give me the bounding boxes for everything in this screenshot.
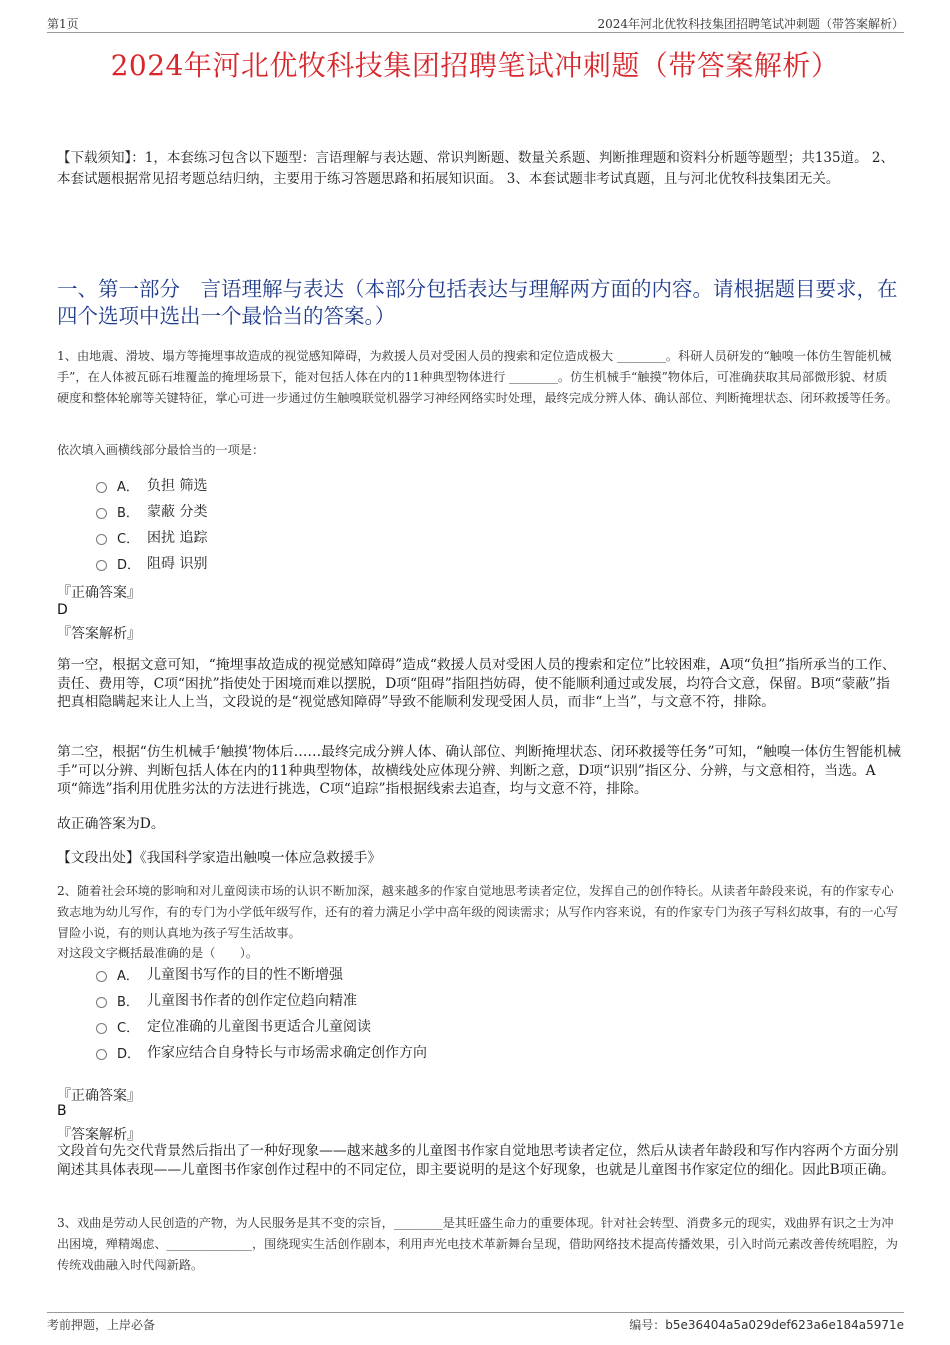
- option-c[interactable]: C． 困扰 追踪: [96, 524, 207, 550]
- section-title: 一、第一部分 言语理解与表达（本部分包括表达与理解两方面的内容。请根据题目要求，在四个选项中选出一个最恰当的答案。）: [57, 277, 898, 328]
- radio-icon[interactable]: [96, 534, 107, 545]
- option-b[interactable]: B． 儿童图书作者的创作定位趋向精准: [96, 987, 427, 1013]
- option-d[interactable]: D． 作家应结合自身特长与市场需求确定创作方向: [96, 1039, 427, 1065]
- page-header: [47, 14, 904, 33]
- correct-answer: D: [57, 602, 68, 618]
- radio-icon[interactable]: [96, 482, 107, 493]
- question-3-stem: 3、戏曲是劳动人民创造的产物，为人民服务是其不变的宗旨，________是其旺盛生命力的重要体现。针对社会转型、消费多元的现实，戏曲界有识之士为冲出困境，殚精竭虑、______________，围绕现实生活创作剧本，利用声光电技术革新舞台呈现，借助网络技术提高传播效果，引入时尚元素改善传统唱腔，为传统戏曲融入时代闯新路。: [57, 1216, 898, 1272]
- question-1-stem: 1、由地震、滑坡、塌方等掩埋事故造成的视觉感知障碍，为救援人员对受困人员的搜索和定位造成极大 ________。科研人员研发的“触嗅一体仿生智能机械手”，在人体被瓦砾石堆覆盖的掩埋场景下，能对包括人体在内的11种典型物体进行 ________。仿生机械手“触摸”物体后，可准确获取其局部微形貌、材质硬度和整体轮廓等关键特征，掌心可进一步通过仿生触嗅联觉机器学习神经网络实时处理，最终完成分辨人体、确认部位、判断掩埋状态、闭环救援等任务。: [57, 349, 898, 405]
- question-2-options: [96, 961, 427, 1065]
- analysis-label: 『答案解析』: [57, 626, 141, 642]
- option-a[interactable]: A． 负担 筛选: [96, 472, 207, 498]
- radio-icon[interactable]: [96, 560, 107, 571]
- footer-code: 编号：b5e36404a5a029def623a6e184a5971e: [629, 1318, 904, 1332]
- source-citation: 【文段出处】《我国科学家造出触嗅一体应急救援手》: [57, 850, 382, 866]
- question-1-prompt: 依次填入画横线部分最恰当的一项是：: [57, 443, 265, 457]
- page-number: 第1页: [47, 17, 79, 31]
- radio-icon[interactable]: [96, 1049, 107, 1060]
- question-2-stem: 2、随着社会环境的影响和对儿童阅读市场的认识不断加深，越来越多的作家自觉地思考读者定位，发挥自己的创作特长。从读者年龄段来说，有的作家专心致志地为幼儿写作，有的专门为小学低年级写作，还有的着力满足小学中高年级的阅读需求；从写作内容来说，有的作家专门为孩子写科幻故事，有的一心写冒险小说，有的则认真地为孩子写生活故事。: [57, 884, 898, 940]
- radio-icon[interactable]: [96, 1023, 107, 1034]
- document-code: b5e36404a5a029def623a6e184a5971e: [665, 1318, 904, 1332]
- download-notice: 【下载须知】：1，本套练习包含以下题型：言语理解与表达题、常识判断题、数量关系题、判断推理题和资料分析题等题型；共135道。 2、本套试题根据常见招考题总结归纳，主要用于练习答题思路和拓展知识面。 3、本套试题非考试真题，且与河北优牧科技集团无关。: [57, 150, 894, 187]
- option-c[interactable]: C． 定位准确的儿童图书更适合儿童阅读: [96, 1013, 427, 1039]
- correct-answer: B: [57, 1103, 67, 1119]
- answer-label: 『正确答案』: [57, 1088, 141, 1104]
- radio-icon[interactable]: [96, 997, 107, 1008]
- footer-divider: [47, 1312, 904, 1313]
- option-b[interactable]: B． 蒙蔽 分类: [96, 498, 207, 524]
- page-title: 2024年河北优牧科技集团招聘笔试冲刺题（带答案解析）: [110, 49, 840, 82]
- question-1-options: [96, 472, 207, 576]
- question-2-prompt: 对这段文字概括最准确的是（ ）。: [57, 946, 259, 960]
- analysis-paragraph: 文段首句先交代背景然后指出了一种好现象——越来越多的儿童图书作家自觉地思考读者定位，然后从读者年龄段和写作内容两个方面分别阐述其具体表现——儿童图书作家创作过程中的不同定位，即主要说明的是这个好现象，也就是儿童图书作家定位的细化。因此B项正确。: [57, 1143, 899, 1178]
- answer-label: 『正确答案』: [57, 585, 141, 601]
- header-doc-title: 2024年河北优牧科技集团招聘笔试冲刺题（带答案解析）: [597, 17, 904, 31]
- analysis-conclusion: 故正确答案为D。: [57, 816, 165, 832]
- analysis-paragraph: 第二空，根据“仿生机械手‘触摸’物体后……最终完成分辨人体、确认部位、判断掩埋状态、闭环救援等任务”可知，“触嗅一体仿生智能机械手”可以分辨、判断包括人体在内的11种典型物体，故横线处应体现分辨、判断之意，D项“识别”指区分、分辨，与文意相符，当选。A项“筛选”指利用优胜劣汰的方法进行挑选，C项“追踪”指根据线索去追查，均与文意不符，排除。: [57, 744, 901, 797]
- option-a[interactable]: A． 儿童图书写作的目的性不断增强: [96, 961, 427, 987]
- analysis-label: 『答案解析』: [57, 1127, 141, 1143]
- footer-slogan: 考前押题，上岸必备: [47, 1318, 156, 1332]
- analysis-paragraph: 第一空，根据文意可知，“掩埋事故造成的视觉感知障碍”造成“救援人员对受困人员的搜索和定位”比较困难，A项“负担”指所承当的工作、责任、费用等，C项“困扰”指使处于困境而难以摆脱，D项“阻碍”指阻挡妨碍，使不能顺利通过或发展，均符合文意，保留。B项“蒙蔽”指把真相隐瞒起来让人上当，文段说的是“视觉感知障碍”导致不能顺利发现受困人员，而非“上当”，与文意不符，排除。: [57, 657, 896, 710]
- option-d[interactable]: D． 阻碍 识别: [96, 550, 207, 576]
- radio-icon[interactable]: [96, 971, 107, 982]
- radio-icon[interactable]: [96, 508, 107, 519]
